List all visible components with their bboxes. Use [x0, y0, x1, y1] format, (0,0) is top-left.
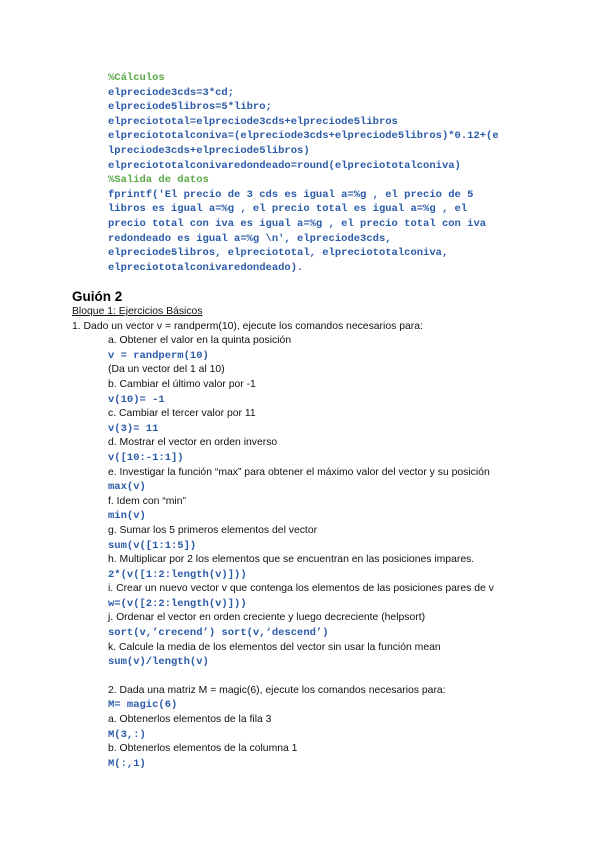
item-code: M(:,1)	[108, 757, 146, 770]
item-code: v(10)= -1	[108, 393, 165, 406]
item-text: g. Sumar los 5 primeros elementos del vector	[108, 524, 318, 536]
calc-code-block	[108, 71, 513, 275]
code-line: elpreciode5libros=5*libro;	[108, 101, 272, 114]
item-text: k. Calcule la media de los elementos del vector sin usar la función mean	[108, 641, 441, 653]
item-text: h. Multiplicar por 2 los elementos que se encuentran en las posiciones impares.	[108, 554, 475, 566]
item-text: e. Investigar la función “max” para obtener el máximo valor del vector y su posición	[108, 466, 490, 478]
code-line: elpreciode5libros, elpreciototal, elpreciototalconiva,	[108, 247, 449, 260]
item-text: a. Obtenerlos elementos de la fila 3	[108, 714, 272, 726]
item-code: min(v)	[108, 510, 146, 523]
item-note: (Da un vector del 1 al 10)	[108, 364, 225, 376]
code-line: fprintf('El precio de 3 cds es igual a=%g , el precio de 5	[108, 188, 474, 201]
item-code: M(3,:)	[108, 728, 146, 741]
exercise-1-intro: 1. Dado un vector v = randperm(10), ejecute los comandos necesarios para:	[72, 320, 423, 332]
code-line: lpreciode3cds+elpreciode5libros)	[108, 144, 310, 157]
item-text: c. Cambiar el tercer valor por 11	[108, 408, 256, 420]
item-code: sum(v([1:1:5])	[108, 539, 197, 552]
block-subtitle: Bloque 1: Ejercicios Básicos	[72, 306, 203, 317]
item-text: b. Obtenerlos elementos de la columna 1	[108, 743, 298, 755]
code-line: redondeado es igual a=%g \n', elpreciode3cds,	[108, 232, 392, 245]
item-code: w=(v([2:2:length(v)]))	[108, 597, 247, 610]
item-code: sort(v,’crecend’) sort(v,‘descend’)	[108, 627, 329, 640]
item-code: max(v)	[108, 481, 146, 494]
item-text: f. Idem con “min”	[108, 495, 186, 507]
item-code: sum(v)/length(v)	[108, 656, 209, 669]
exercise-2	[72, 684, 542, 772]
code-line: elpreciode3cds=3*cd;	[108, 86, 235, 99]
comment-salida: %Salida de datos	[108, 174, 209, 187]
item-text: j. Ordenar el vector en orden creciente y luego decreciente (helpsort)	[108, 612, 426, 624]
code-line: elpreciototalconivaredondeado=round(elpreciototalconiva)	[108, 159, 461, 172]
comment-calculos: %Cálculos	[108, 72, 165, 84]
item-code: v(3)= 11	[108, 422, 159, 435]
section-title: Guión 2	[72, 289, 123, 304]
item-text: d. Mostrar el vector en orden inverso	[108, 437, 278, 449]
spacer	[72, 670, 542, 684]
item-code: v = randperm(10)	[108, 349, 209, 362]
code-line: elpreciototalconivaredondeado).	[108, 261, 304, 274]
code-line: elpreciototal=elpreciode3cds+elpreciode5libros	[108, 115, 398, 128]
code-line: precio total con iva es igual a=%g , el precio total con iva	[108, 217, 487, 230]
item-code: M= magic(6)	[108, 699, 178, 712]
item-text: a. Obtener el valor en la quinta posición	[108, 335, 292, 347]
code-line: elpreciototalconiva=(elpreciode3cds+elpreciode5libros)*0.12+(e	[108, 130, 499, 143]
item-code: v([10:-1:1])	[108, 451, 184, 464]
item-text: i. Crear un nuevo vector v que contenga los elementos de las posiciones pares de v	[108, 583, 494, 595]
exercise-body	[72, 305, 542, 771]
code-line: libros es igual a=%g , el precio total es igual a=%g , el	[108, 203, 468, 216]
exercise-2-intro: 2. Dada una matriz M = magic(6), ejecute los comandos necesarios para:	[108, 684, 446, 696]
exercise-1-items	[72, 334, 542, 670]
item-code: 2*(v([1:2:length(v)]))	[108, 568, 247, 581]
item-text: b. Cambiar el último valor por -1	[108, 378, 256, 390]
